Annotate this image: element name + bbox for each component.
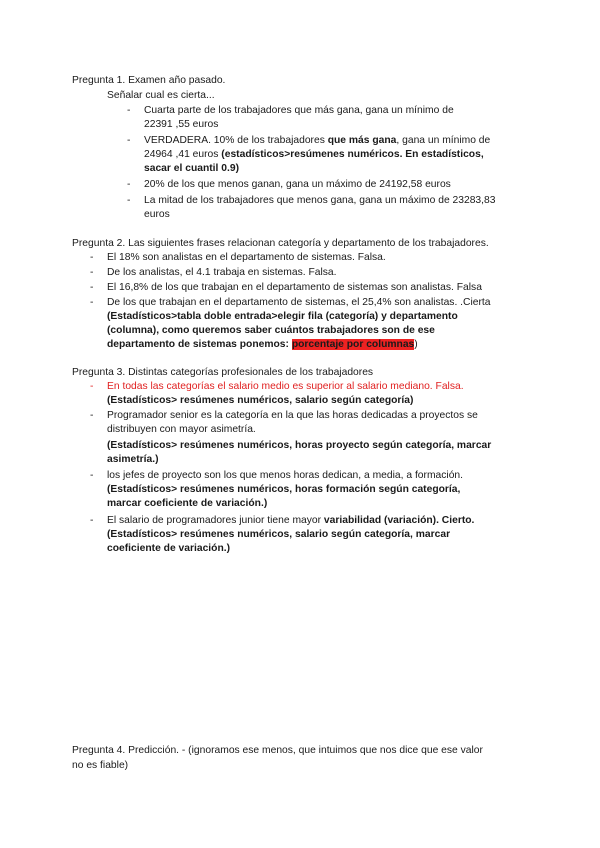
q2-item4-line3: (columna), como queremos saber cuántos trabajadores son de ese [107,325,435,336]
q1-item2-line1: VERDADERA. 10% de los trabajadores que más gana, gana un mínimo de [144,135,491,146]
q3-item2-line1: Programador senior es la categoría en la que las horas dedicadas a proyectos se [107,410,478,421]
bullet: - [90,267,94,278]
q4-line1: Pregunta 4. Predicción. - (ignoramos ese menos, que intuimos que nos dice que ese valor [72,745,483,756]
q1-item1-line2: 22391 ,55 euros [144,119,219,130]
bullet: - [90,470,94,481]
q3-item4-line1: El salario de programadores junior tiene mayor variabilidad (variación). Cierto. [107,515,475,526]
bullet: - [127,135,131,146]
q2-title: Pregunta 2. Las siguientes frases relacionan categoría y departamento de los trabajadores. [72,238,489,249]
q1-intro: Señalar cual es cierta... [107,90,215,101]
q1-item2-line3: sacar el cuantil 0.9) [144,163,240,174]
q3-title: Pregunta 3. Distintas categorías profesionales de los trabajadores [72,367,374,378]
q2-item2: De los analistas, el 4.1 trabaja en sistemas. Falsa. [107,267,337,278]
q2-item4-line1: De los que trabajan en el departamento de sistemas, el 25,4% son analistas. .Cierta [107,297,491,308]
q2-item1: El 18% son analistas en el departamento de sistemas. Falsa. [107,252,386,263]
bullet: - [90,515,94,526]
bullet: - [90,410,94,421]
q3-item2-line2: distribuyen con mayor asimetría. [107,424,256,435]
q3-item4-line2: (Estadísticos> resúmenes numéricos, salario según categoría, marcar [107,529,451,540]
q1-title: Pregunta 1. Examen año pasado. [72,75,226,86]
q3-item3-line1: los jefes de proyecto son los que menos horas dedican, a media, a formación. [107,470,464,481]
bullet: - [127,195,131,206]
bullet: - [90,381,94,392]
bullet: - [90,282,94,293]
q3-item2-line3: (Estadísticos> resúmenes numéricos, horas proyecto según categoría, marcar [107,440,492,451]
bullet: - [90,297,94,308]
q3-item1-line1: En todas las categorías el salario medio es superior al salario mediano. Falsa. [107,381,464,392]
q1-item4-line1: La mitad de los trabajadores que menos gana, gana un máximo de 23283,83 [144,195,496,206]
bullet: - [127,105,131,116]
q1-item2-line2: 24964 ,41 euros (estadísticos>resúmenes numéricos. En estadísticos, [144,149,484,160]
q3-item3-line3: marcar coeficiente de variación.) [107,498,268,509]
q1-item4-line2: euros [144,209,170,220]
q3-item4-line3: coeficiente de variación.) [107,543,231,554]
bullet: - [127,179,131,190]
q1-item3-line1: 20% de los que menos ganan, gana un máximo de 24192,58 euros [144,179,451,190]
q2-item3: El 16,8% de los que trabajan en el departamento de sistemas son analistas. Falsa [107,282,482,293]
q3-item2-line4: asimetría.) [107,454,159,465]
q2-item4-line4: departamento de sistemas ponemos: porcentaje por columnas) [107,339,418,350]
bullet: - [90,252,94,263]
q3-item1-line2: (Estadísticos> resúmenes numéricos, salario según categoría) [107,395,414,406]
q2-item4-line2: (Estadísticos>tabla doble entrada>elegir fila (categoría) y departamento [107,311,458,322]
q3-item3-line2: (Estadísticos> resúmenes numéricos, horas formación según categoría, [107,484,461,495]
highlighted-text: porcentaje por columnas [291,339,415,350]
q1-item1-line1: Cuarta parte de los trabajadores que más gana, gana un mínimo de [144,105,454,116]
q4-line2: no es fiable) [72,760,129,771]
